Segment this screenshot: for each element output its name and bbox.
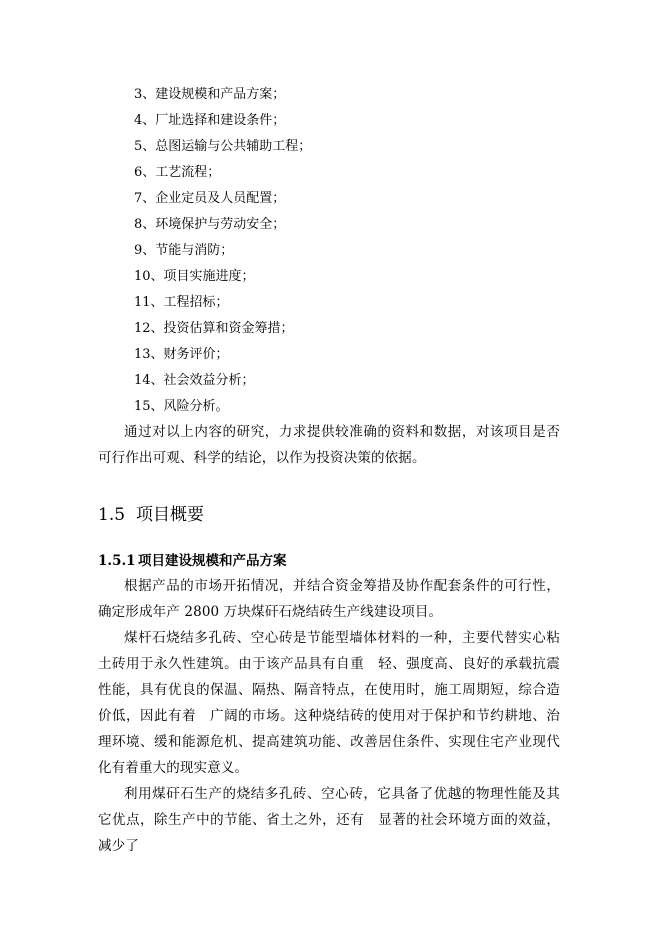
subsection-number: 1.5.1 — [98, 553, 136, 569]
section-title: 项目概要 — [136, 505, 204, 525]
body-paragraph: 根据产品的市场开拓情况，并结合资金筹措及协作配套条件的可行性，确定形成年产 2800 万块煤矸石烧结砖生产线建设项目。 — [98, 578, 560, 620]
list-item: 7、企业定员及人员配置； — [134, 191, 286, 206]
body-paragraph: 煤杆石烧结多孔砖、空心砖是节能型墙体材料的一种，主要代替实心粘土砖用于永久性建筑。由于该产品具有自重 轻、强度高、良好的承载抗震性能，具有优良的保温、隔热、隔音特点，在使用时，施工周期短，综合造价低，因此有着 广阔的市场。这种烧结砖的使用对于保护和节约耕地、治理环境、缓和能源危机、提高建筑功能、改善居住条件、实现住宅产业现代化有着重大的现实意义。 — [98, 630, 560, 776]
list-item: 9、节能与消防； — [134, 243, 234, 258]
list-item: 6、工艺流程； — [134, 165, 221, 180]
subsection-title: 项目建设规模和产品方案 — [138, 553, 287, 569]
list-item: 15、风险分析。 — [134, 399, 229, 414]
list-item: 8、环境保护与劳动安全； — [134, 217, 286, 232]
list-item: 10、项目实施进度； — [134, 269, 255, 284]
subsection-heading — [98, 552, 287, 570]
section-heading — [98, 504, 204, 526]
section-number: 1.5 — [98, 505, 126, 525]
list-item: 5、总图运输与公共辅助工程； — [134, 139, 312, 154]
list-item: 3、建设规模和产品方案； — [134, 87, 286, 102]
list-item: 14、社会效益分析； — [134, 373, 255, 388]
list-item: 11、工程招标； — [134, 295, 229, 310]
list-item: 4、厂址选择和建设条件； — [134, 113, 286, 128]
body-paragraph: 利用煤矸石生产的烧结多孔砖、空心砖，它具备了优越的物理性能及其它优点，除生产中的节能、省土之外，还有 显著的社会环境方面的效益，减少了 — [98, 786, 560, 854]
list-item: 12、投资估算和资金筹措； — [134, 321, 294, 336]
intro-paragraph: 通过对以上内容的研究，力求提供较准确的资料和数据，对该项目是否可行作出可观、科学的结论，以作为投资决策的依据。 — [98, 424, 560, 466]
list-item: 13、财务评价； — [134, 347, 229, 362]
